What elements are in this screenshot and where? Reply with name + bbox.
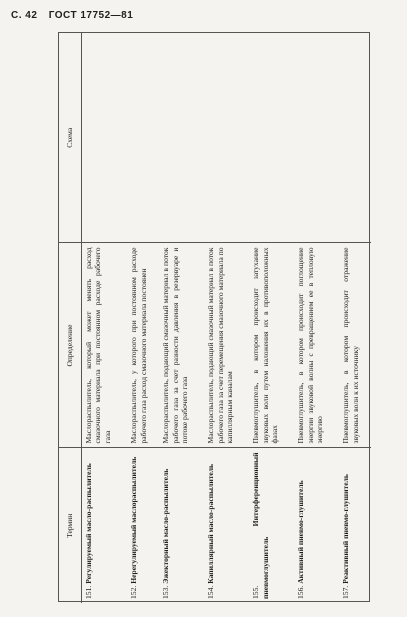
- definition-text: Пневмоглушитель, в котором происходит отражение звуковых волн к их источнику: [339, 243, 371, 448]
- row-number: 152.: [129, 585, 139, 599]
- row-number: 154.: [206, 585, 216, 599]
- table-row: [204, 33, 249, 603]
- definition-text: Пневмоглушитель, в котором происходит затухание звуковых волн путем наложения их в противоположных фазах: [249, 243, 294, 448]
- term-text: Реактивный пневмо-глушитель: [341, 474, 351, 584]
- schema-cell: [82, 33, 128, 243]
- column-header-schema: Схема: [59, 33, 82, 243]
- row-number: 155.: [251, 585, 261, 599]
- term-text: Капиллярный масло-распылитель: [206, 463, 216, 584]
- row-number: 156.: [296, 585, 306, 599]
- schema-cell: [339, 33, 371, 243]
- definition-text: Пневмоглушитель, в котором происходит поглощение энергии звуковой волны с превращением ее в тепловую энергию: [294, 243, 339, 448]
- definition-text: Маслораспылитель, подающий смазочный материал в поток рабочего газа за счет разности давления в резервуаре и потоке рабочего газа: [159, 243, 204, 448]
- row-number: 153.: [161, 585, 171, 599]
- definition-text: Маслораспылитель, который может менять расход смазочного материала при постоянном расходе рабочего газа: [82, 243, 128, 448]
- term-text: Эжекторный масло-распылитель: [161, 468, 171, 584]
- term-text: Регулируемый масло-распылитель: [84, 463, 93, 584]
- schema-cell: [249, 33, 294, 243]
- term-text: Активный пневмо-глушитель: [296, 480, 306, 584]
- table-row: [249, 33, 294, 603]
- column-header-term: Термин: [59, 448, 82, 603]
- row-number: 151.: [84, 585, 93, 599]
- standard-code: ГОСТ 17752—81: [48, 10, 134, 21]
- table-row: [159, 33, 204, 603]
- table-row: [127, 33, 159, 603]
- page-number: С. 42: [11, 10, 38, 21]
- schema-cell: [159, 33, 204, 243]
- column-header-definition: Определение: [59, 243, 82, 448]
- schema-cell: [294, 33, 339, 243]
- terms-table: [58, 32, 370, 602]
- definition-text: Маслораспылитель, подающий смазочный материал в поток рабочего газа за счет перемещения смазочного материала по капиллярным каналам: [204, 243, 249, 448]
- term-text: Нерегулируемый маслораспылитель: [129, 456, 139, 584]
- row-number: 157.: [341, 585, 351, 599]
- definition-text: Маслораспылитель, у которого при постоянном расходе рабочего газа расход смазочного материала постоянен: [127, 243, 159, 448]
- schema-cell: [127, 33, 159, 243]
- table-row: [82, 33, 128, 603]
- table-row: [294, 33, 339, 603]
- schema-cell: [204, 33, 249, 243]
- table-row: [339, 33, 371, 603]
- term-text: Интерференционный пневмоглушитель: [251, 452, 270, 599]
- page-header: [11, 10, 141, 21]
